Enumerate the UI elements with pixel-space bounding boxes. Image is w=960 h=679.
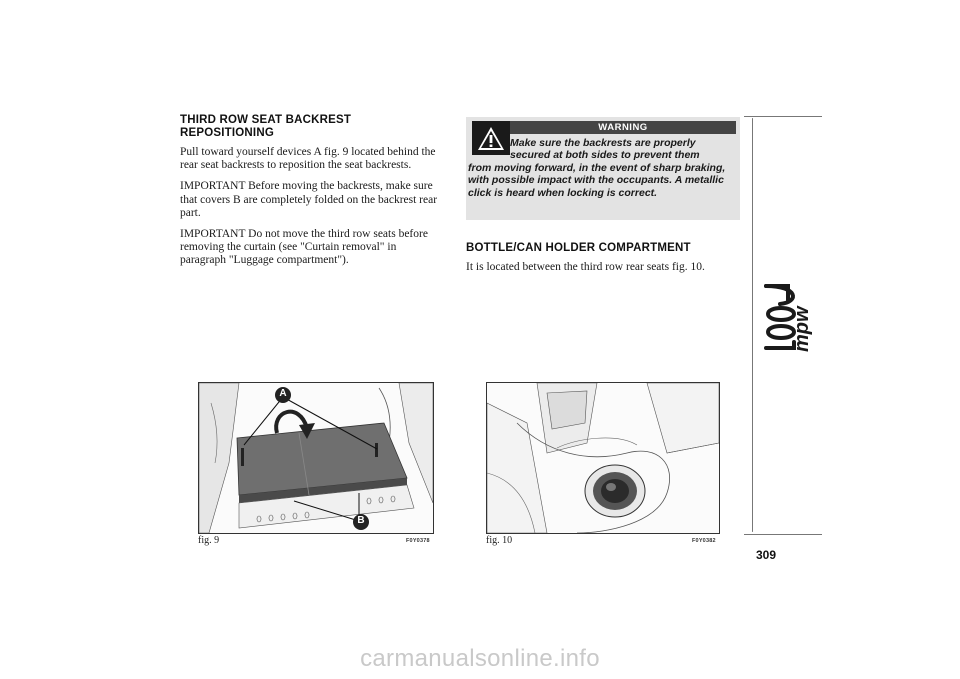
seat-backrest-illustration <box>199 383 433 533</box>
side-tab-top-rule <box>744 116 822 117</box>
page-number: 309 <box>756 548 777 562</box>
paragraph: IMPORTANT Before moving the backrests, make sure that covers B are completely folded on the backrest rear part. <box>180 180 438 219</box>
figure-10-code: F0Y0382 <box>692 538 716 544</box>
paragraph: IMPORTANT Do not move the third row seats before removing the curtain (see "Curtain removal" in paragraph "Luggage compartment"). <box>180 228 428 267</box>
watermark-text: carmanualsonline.info <box>360 645 600 672</box>
warning-line: secured at both sides to prevent them <box>510 149 700 162</box>
side-tab-bottom-rule <box>744 534 822 535</box>
side-tab-left-rule <box>752 118 753 532</box>
section-heading-seat-backrest: THIRD ROW SEAT BACKREST REPOSITIONING <box>180 114 352 139</box>
right-column <box>466 117 740 282</box>
500l-mpw-logo-icon <box>758 280 816 390</box>
bottle-holder-illustration <box>487 383 719 533</box>
left-column <box>180 114 442 276</box>
figure-9-code: F0Y0378 <box>406 538 430 544</box>
figure-9-seat-backrest <box>198 382 434 534</box>
svg-text:mpw: mpw <box>791 306 813 352</box>
paragraph: It is located between the third row rear seats fig. 10. <box>466 261 705 273</box>
warning-text <box>468 137 734 199</box>
figure-10-caption: fig. 10 <box>486 535 513 546</box>
warning-box <box>466 117 740 220</box>
callout-label-a: A <box>279 388 287 399</box>
warning-line: from moving forward, in the event of sharp braking, with possible impact with the occupants. A metallic click is heard when locking is correct. <box>468 161 726 199</box>
paragraph: Pull toward yourself devices A fig. 9 located behind the rear seat backrests to reposition the seat backrests. <box>180 146 436 172</box>
warning-line: Make sure the backrests are properly <box>510 137 696 149</box>
warning-title: WARNING <box>510 121 736 134</box>
figure-9-caption: fig. 9 <box>198 535 220 546</box>
callout-label-b: B <box>357 515 365 526</box>
figure-10-bottle-holder <box>486 382 720 534</box>
section-heading-bottle-holder: BOTTLE/CAN HOLDER COMPARTMENT <box>466 242 691 254</box>
